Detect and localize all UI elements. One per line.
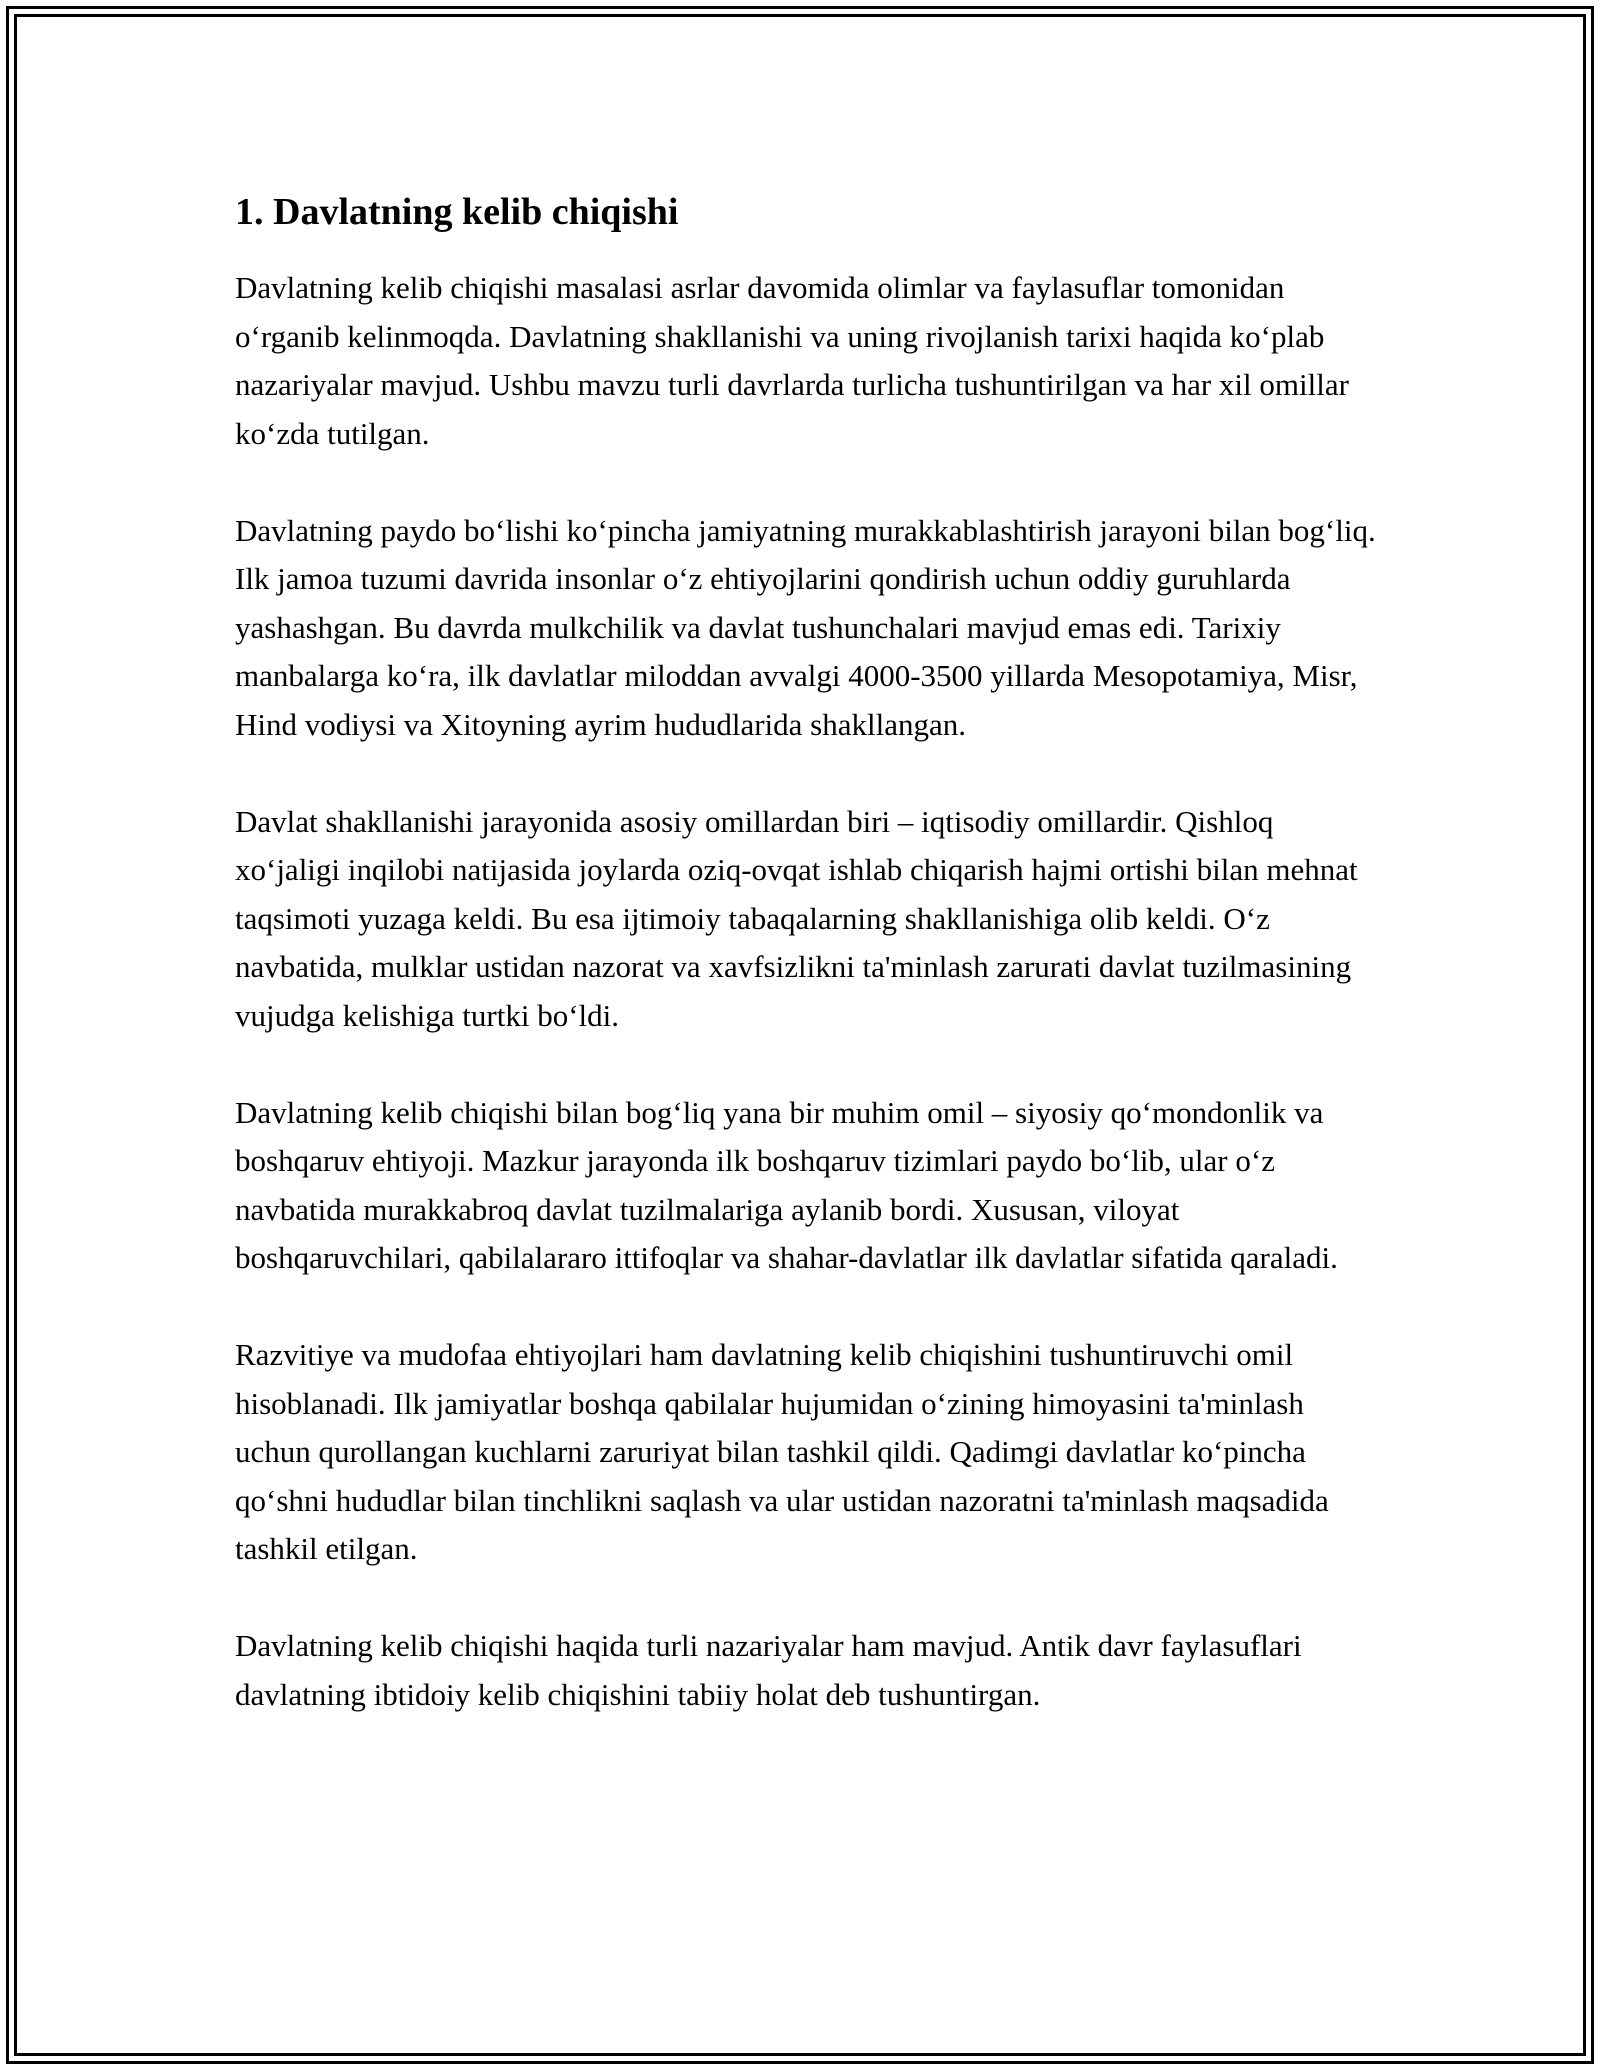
paragraph-6: Davlatning kelib chiqishi haqida turli nazariyalar ham mavjud. Antik davr faylasuflari davlatning ibtidoiy kelib chiqishini tabiiy holat deb tushuntirgan. — [235, 1628, 1302, 1712]
paragraph-5: Razvitiye va mudofaa ehtiyojlari ham davlatning kelib chiqishini tushuntiruvchi omil hisoblanadi. Ilk jamiyatlar boshqa qabilalar hujumidan o‘zining himoyasini ta'minlash uchun qurollangan kuchlarni zaruriyat bilan tashkil qildi. Qadimgi davlatlar ko‘pincha qo‘shni hududlar bilan tinchlikni saqlash va ular ustidan nazoratni ta'minlash maqsadida tashkil etilgan. — [235, 1337, 1329, 1566]
paragraph-1: Davlatning kelib chiqishi masalasi asrlar davomida olimlar va faylasuflar tomonidan o‘rganib kelinmoqda. Davlatning shakllanishi va uning rivojlanish tarixi haqida ko‘plab nazariyalar mavjud. Ushbu mavzu turli davrlarda turlicha tushuntirilgan va har xil omillar ko‘zda tutilgan. — [235, 270, 1349, 451]
document-title: 1. Davlatning kelib chiqishi — [235, 191, 679, 233]
paragraph-4: Davlatning kelib chiqishi bilan bog‘liq yana bir muhim omil – siyosiy qo‘mondonlik va boshqaruv ehtiyoji. Mazkur jarayonda ilk boshqaruv tizimlari paydo bo‘lib, ular o‘z navbatida murakkabroq davlat tuzilmalariga aylanib bordi. Xususan, viloyat boshqaruvchilari, qabilalararo ittifoqlar va shahar-davlatlar ilk davlatlar sifatida qaraladi. — [235, 1094, 1338, 1275]
paragraph-3: Davlat shakllanishi jarayonida asosiy omillardan biri – iqtisodiy omillardir. Qishloq xo‘jaligi inqilobi natijasida joylarda oziq-ovqat ishlab chiqarish hajmi ortishi bilan mehnat taqsimoti yuzaga keldi. Bu esa ijtimoiy tabaqalarning shakllanishiga olib keldi. O‘z navbatida, mulklar ustidan nazorat va xavfsizlikni ta'minlash zarurati davlat tuzilmasining vujudga kelishiga turtki bo‘ldi. — [235, 803, 1358, 1033]
paragraph-2: Davlatning paydo bo‘lishi ko‘pincha jamiyatning murakkablashtirish jarayoni bilan bog‘liq. Ilk jamoa tuzumi davrida insonlar o‘z ehtiyojlarini qondirish uchun oddiy guruhlarda yashashgan. Bu davrda mulkchilik va davlat tushunchalari mavjud emas edi. Tarixiy manbalarga ko‘ra, ilk davlatlar miloddan avvalgi 4000-3500 yillarda Mesopotamiya, Misr, Hind vodiysi va Xitoyning ayrim hududlarida shakllangan. — [235, 512, 1376, 742]
document-page — [235, 188, 1385, 1719]
